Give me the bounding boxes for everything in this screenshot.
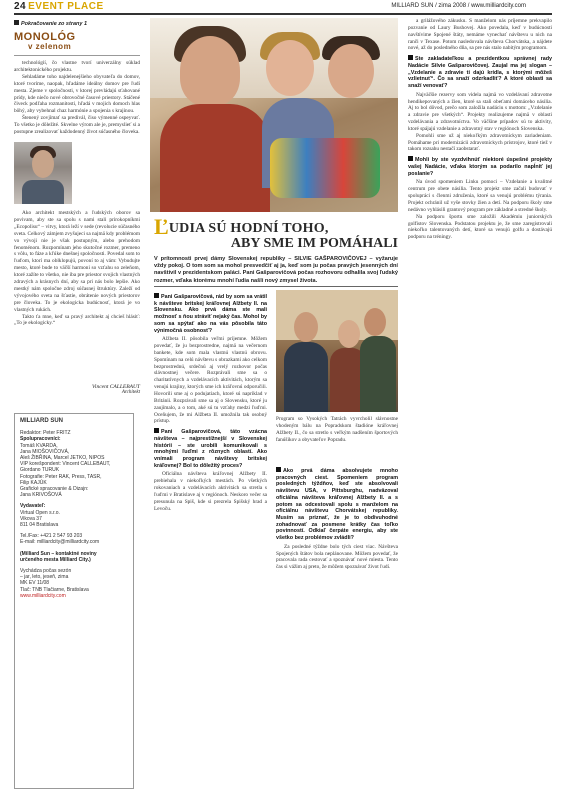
imprint-line: Vikova 37 (20, 515, 42, 522)
photo-person-body (160, 104, 270, 212)
imprint-publisher (20, 503, 128, 528)
question-text: Ste zakladateľkou a prezidentkou správnej rady Nadácie Silvie Gašparovičovej. Zaujal ma jej slogan – „Vzdelanie a zdravie ti dajú krídla, s ktorými môžeš vzlietnuť“. Čo sa snaží odzrkadliť? A ktoré oblasti sa snaží venovať? (408, 56, 552, 90)
photo-person-face (294, 312, 318, 342)
imprint-line: Vychádza počas sezón (20, 568, 72, 575)
imprint-contact (20, 533, 128, 545)
question-3 (276, 467, 398, 542)
headline-line-2: ABY SME IM POMÁHALI (230, 236, 398, 251)
imprint-line: Tlač: TNB Tlačiarne, Bratislava (20, 586, 89, 593)
question-marker-icon (408, 55, 413, 60)
imprint-line: E-mail: milliardcity@milliardcity.com (20, 539, 100, 546)
article-column-3 (408, 18, 552, 241)
article-column-1 (154, 290, 267, 512)
imprint-frequency (20, 568, 128, 599)
imprint-line: Filip KAJÚK (20, 479, 47, 486)
imprint-website-link[interactable]: www.milliardcity.com (20, 592, 66, 599)
masthead-info: MILLIARD SUN / zima 2008 / www.milliardcity.com (391, 3, 526, 9)
photo-person-body (284, 342, 328, 412)
monolog-paragraph: Takto ťa mne, keď sa pravý architekt aj chcieš hlásiť: „To je ekologicky.“ (14, 313, 140, 327)
imprint-line: Fotografie: Peter RAK, Press, TASR, (20, 473, 102, 480)
arrow-icon (14, 20, 19, 25)
answer-paragraph: Pomohli sme už aj niekoľkým zdravotníckym zariadeniam. Pomáhame pri modernizácii zdravotníckych prístrojov, ktoré tiež v takom rozsahu nestačí zaobstarať. (408, 132, 552, 153)
question-text: Pani Gašparovičová, rád by som sa vrátil k návšteve britskej kráľovnej Alžbety II. na Slovensku. Ako prvá dáma ste mali možnosť s ňou stráviť nejaký čas. Mohol by som sa spýtať ako na vás pôsobila táto výnimočná osobnosť? (154, 294, 267, 334)
imprint-line: Virtual Open s.r.o. (20, 509, 60, 516)
imprint-line: Grafické spracovanie & Dizajn: (20, 486, 89, 493)
question-4 (408, 55, 552, 90)
answer-paragraph: Oficiálna návšteva kráľovnej Alžbety II. prebiehala v niekoľkých mestách. Po všetkých rokovaniach a vzdelávacích aktivitách sa stretla s ľuďmi v Bratislave aj v regiónoch. Neskoro večer sa presunula na Spiš, kde si prezrela Spišský hrad a Levoču. (154, 471, 267, 512)
imprint-line: 811 04 Bratislava (20, 522, 59, 529)
monolog-title-text: MONOLÓG (14, 31, 76, 43)
article-main-photo (150, 18, 398, 212)
imprint-line: Redaktor: Peter FRITZ (20, 430, 71, 437)
photo-person-face (180, 36, 240, 106)
imprint-line: Aleš ŽIBŘINA, Marcel JETKO, NIPOS (20, 455, 105, 462)
monolog-subtitle: v zelenom (28, 42, 72, 51)
answer-paragraph: Najväčšie rezervy som videla najmä vo vzdelávaní zdravotne hendikepovaných a žien, ktoré sa stali obeťami domáceho násilia. Aj to bol dôvod, prečo som založila nadáciu s mottom: „Vzdelanie a zdravie pre všetkých“. Projekty realizujeme najmä v oblasti vzdelávania a zdravotníctva. Vo väčšine prípadov sú to aktivity, ktoré spájajú vzdelanie a zdravotný stav v regiónoch Slovenska. (408, 91, 552, 132)
photo-person-face (328, 44, 374, 98)
answer-paragraph: a grilážového zákusku. S manželom nás príjemne prekvapilo pozvanie od Laury Bushovej. Ako povedala, keď v budúcnosti navštívime Spojené štáty, nemáme vynechať návštevu u nich na ranči v Texase. Potom nasledovala návšteva Chorvátska, a nájdete nové, až do posledného dňa, sa pre nás stalo nabitým programom. (408, 18, 552, 52)
headline-line-1 (154, 214, 398, 239)
imprint-line: – jar, leto, jeseň, zima (20, 574, 69, 581)
section-title (14, 1, 104, 12)
photo-person-face (266, 40, 314, 96)
question-text: Pani Gašparovičová, táto vzácna návšteva – najprestížnejší v Slovenskej histórii – ste urobili komunikovali s mnohými ľuďmi z rôznych oblastí. Ako vnímali program návštevy britskej kráľovnej? Bol to dôležitý proces? (154, 429, 267, 469)
imprint-line: Jana KRIVOŠOVÁ (20, 492, 62, 499)
photo-toy (270, 138, 380, 198)
imprint-line: Tomáš KVARDA, (20, 442, 58, 449)
article-secondary-photo (276, 290, 398, 412)
photo-person-face (338, 320, 360, 348)
imprint-line: MK EV 11/08 (20, 580, 50, 587)
imprint-note (20, 551, 128, 563)
monolog-divider (14, 55, 140, 56)
imprint-brand: MILLIARD SUN (20, 418, 63, 424)
continued-text: Pokračovanie zo strany 1 (21, 21, 88, 27)
headline-text-1: UDIA SÚ HODNÍ TOHO, (168, 221, 329, 236)
photo-person-body (360, 336, 396, 412)
lead-divider (154, 286, 398, 287)
monolog-paragraph: Štenený zovjímať sa predivál, čiso výmenné ospeyvať. To všetko je dôležité. Skvelne výrom ale je, premyslieť si a postupne zrealizovať každodenný život súčasného človeka. (14, 115, 140, 136)
question-marker-icon (154, 428, 159, 433)
question-text: Mohli by ste vyzdvihnúť niektoré úspešné projekty vašej Nadácie, vďaka ktorým sa podarilo napĺniť jej poslanie? (408, 157, 552, 177)
author-portrait (14, 142, 72, 204)
answer-paragraph: Na podporu športu sme založili Akadémiu juniorských golfistov Slovenska. Podstatou projektu je, že sme zaregistrovali niekoľko talentovaných detí, ktoré sa venujú golfu a dostávajú podporu na tréningy. (408, 213, 552, 241)
imprint-line: Tel./Fax: +421 2 547 93 203 (20, 533, 83, 540)
article-lead: V prítomnosti prvej dámy Slovenskej republiky – SILVIE GAŠPAROVIČOVEJ – vyžaruje vždy pokoj. O tom som sa mohol presvedčiť aj ja, keď som ju počas pravých jesenných dní navštívil v prezidentskom paláci. Pani Gašparovičová počas rozhovoru odhalila svoj ľudský rozmer, vďaka ktorému mnohí ľudia našli nový zmysel života. (154, 256, 399, 284)
imprint-line: určeného mesta Milliard City.) (20, 556, 91, 563)
portrait-face (32, 150, 54, 178)
imprint-line: Spolupracovníci: (20, 436, 61, 443)
monolog-paragraph: technológií, čo vlastne tvorí univerzálny súklad architektonického projektu. (14, 60, 140, 73)
imprint-box (14, 413, 134, 789)
question-1 (154, 293, 267, 334)
question-marker-icon (408, 156, 413, 161)
monolog-paragraph: Ako architekt mestských a ľudských oborov sa povivam, aby ste sa spolu s nami stali prirokopníkmi „Ecopolisu“ – vitvy, ktorá leží v sede (revolucie súčasného sveta. Celkový zámjem zvyšujeci sa najmä kdy problémom vo vývoji nie je však postupným, alebo prehodom fenoménom. Rozpomínam jeho skutočné rozmer, premeno s vôlu, to fáze a kľúke dnešnej spoločnosti. Povedal som to ľuďom, ktorí ma oblklopujú, povoní to aj vám: Vybudujte mesto, ktoré bude to väčší harmoni so vzťahu so zeleňom, ktoré zažíte to všetko, nie iba pre priestor svojich vlastných zdravých a krásnych dní, aby sa pri nás bolo lepšie. Ako mestký nám spoločne zdroj súčasnej štruktúry. Zaleží od vývojového sveta na šťastie, obrátenie nových priestorov pre človeka. To je ekologicka budúcnosť, ktorá je vo vlastných rukách. (14, 209, 140, 313)
photo-person-face (364, 308, 386, 336)
author-name: Vincent CALLEBAUT (91, 384, 140, 390)
monolog-body-continued (14, 210, 140, 327)
monolog-title (14, 32, 140, 52)
imprint-line: Giordano TURUK (20, 467, 60, 474)
answer-paragraph: Za posledné týždne bolo tých ciest viac. Návšteva Spojených štátov bola neplánovane. Môžem povedať, že pracovala rada cestovať a spoznávať nové miesta. Tento čas si vážim aj preto, že môžem spoznávať život ľudí. (276, 543, 398, 571)
answer-paragraph: Na úvod spomeniem Linku pomoci – Vzdelanie a kvalitné centrum pre obete násilia. Tento projekt sme začali budovať v spolupráci s členmi združenia, ktoré sa venujú problému týrania. Projekt ochránil už vyše stovky žien a detí. Na podporu školy sme nedávno vyhlásili grantový program pre základné a stredné školy. (408, 179, 552, 213)
page-number: 24 (14, 1, 27, 12)
monolog-paragraph: Sehladáme toho najdelenejšieho obyvateľa do domov, ktoré tvoríme, naopak, hľadáme ideálny domov pre ľudí mesta. Zjeme v spoločnosti, v ktorej prevládajú sťahované prídy, kde niečo nové obrovočné časové priestory. Stáčené čiveck podľaha rozmanitosti, hľadá v mojich domoch hlas bôhý, aby vybehnal chaz harmónie a spojenia s krajinou. (14, 73, 140, 115)
imprint-line: VIP korešpondent: Vincent CALLEBAUT, (20, 461, 111, 468)
page-header (0, 0, 566, 14)
question-marker-icon (154, 293, 159, 298)
headline-dropcap: Ľ (154, 214, 169, 239)
author-signature (14, 384, 140, 395)
portrait-shirt (22, 180, 64, 204)
author-role: Architekt (121, 390, 140, 395)
photo-caption: Program so Vysokých Tatrách vyvrcholil slávnostne vhodeným bálu na Popradskom štadióne kráľovnej Alžbety II., čo sa stretlo s veľkým nadšením športových fanúšikov a obyvateľov Popradu. (276, 416, 398, 443)
article-column-2 (276, 464, 398, 571)
imprint-line: Vydavateľ: (20, 503, 46, 510)
answer-paragraph: Alžbeta II. pôsobila veľmi príjemne. Môžem povedať, že ju bezprostredne, najmä na večernom bankete, kde som mala vlastnú vlastnú obrovu. Spomínam na celú návštevu s obrazkami ako celkom bezprostrednú, srdečnú aj vrelý rozhovor počas slávnostnej večere. Rozprávali sme sa o charitatívnych a vzdelávacích aktivitách, ktorým sa venujú krajiny, ktorých sme ich kráľovnú odporučili. Hovorili sme aj o podujatiach, ktoré sú napríklad v Británii. Rozprávali sme sa aj o Slovensku, ktoré ju zaujímalo, a o tom, aké sú tu vzťahy medzi ľuďmi. Oceňujem, že mi Alžbeta II. umožnila tak osobný prístup. (154, 336, 267, 425)
question-text: Ako prvá dáma absolvujete mnoho pracovných ciest. Spomeniem program posledných týždňov, keď ste absolvovali návštevu USA, v Pittsburghu, nadväzoval oficiálna návšteva kráľovnej Alžbety II. a s potom sa odcestovali spolu s manželom na oficiálnu návštevu Chorvátskej republiky. Musím sa priznať, že je to obdivuhodné zohadnovať za posmene krátky čas toľko povinností. Odkiaľ čerpáte energiu, aby ste všetko bez problémov zvládli? (276, 468, 398, 542)
monolog-body (14, 60, 140, 136)
article-headline (154, 214, 398, 251)
imprint-editors (20, 430, 128, 498)
continued-label (14, 20, 140, 27)
section-name: EVENT PLACE (28, 1, 104, 12)
imprint-line: (Milliard Sun – kontaktné noviny (20, 550, 97, 557)
imprint-line: Jana MIOŠOVIČOVÁ, (20, 448, 70, 455)
header-rule (14, 13, 552, 15)
question-2 (154, 428, 267, 469)
question-marker-icon (276, 467, 281, 472)
question-5 (408, 156, 552, 177)
